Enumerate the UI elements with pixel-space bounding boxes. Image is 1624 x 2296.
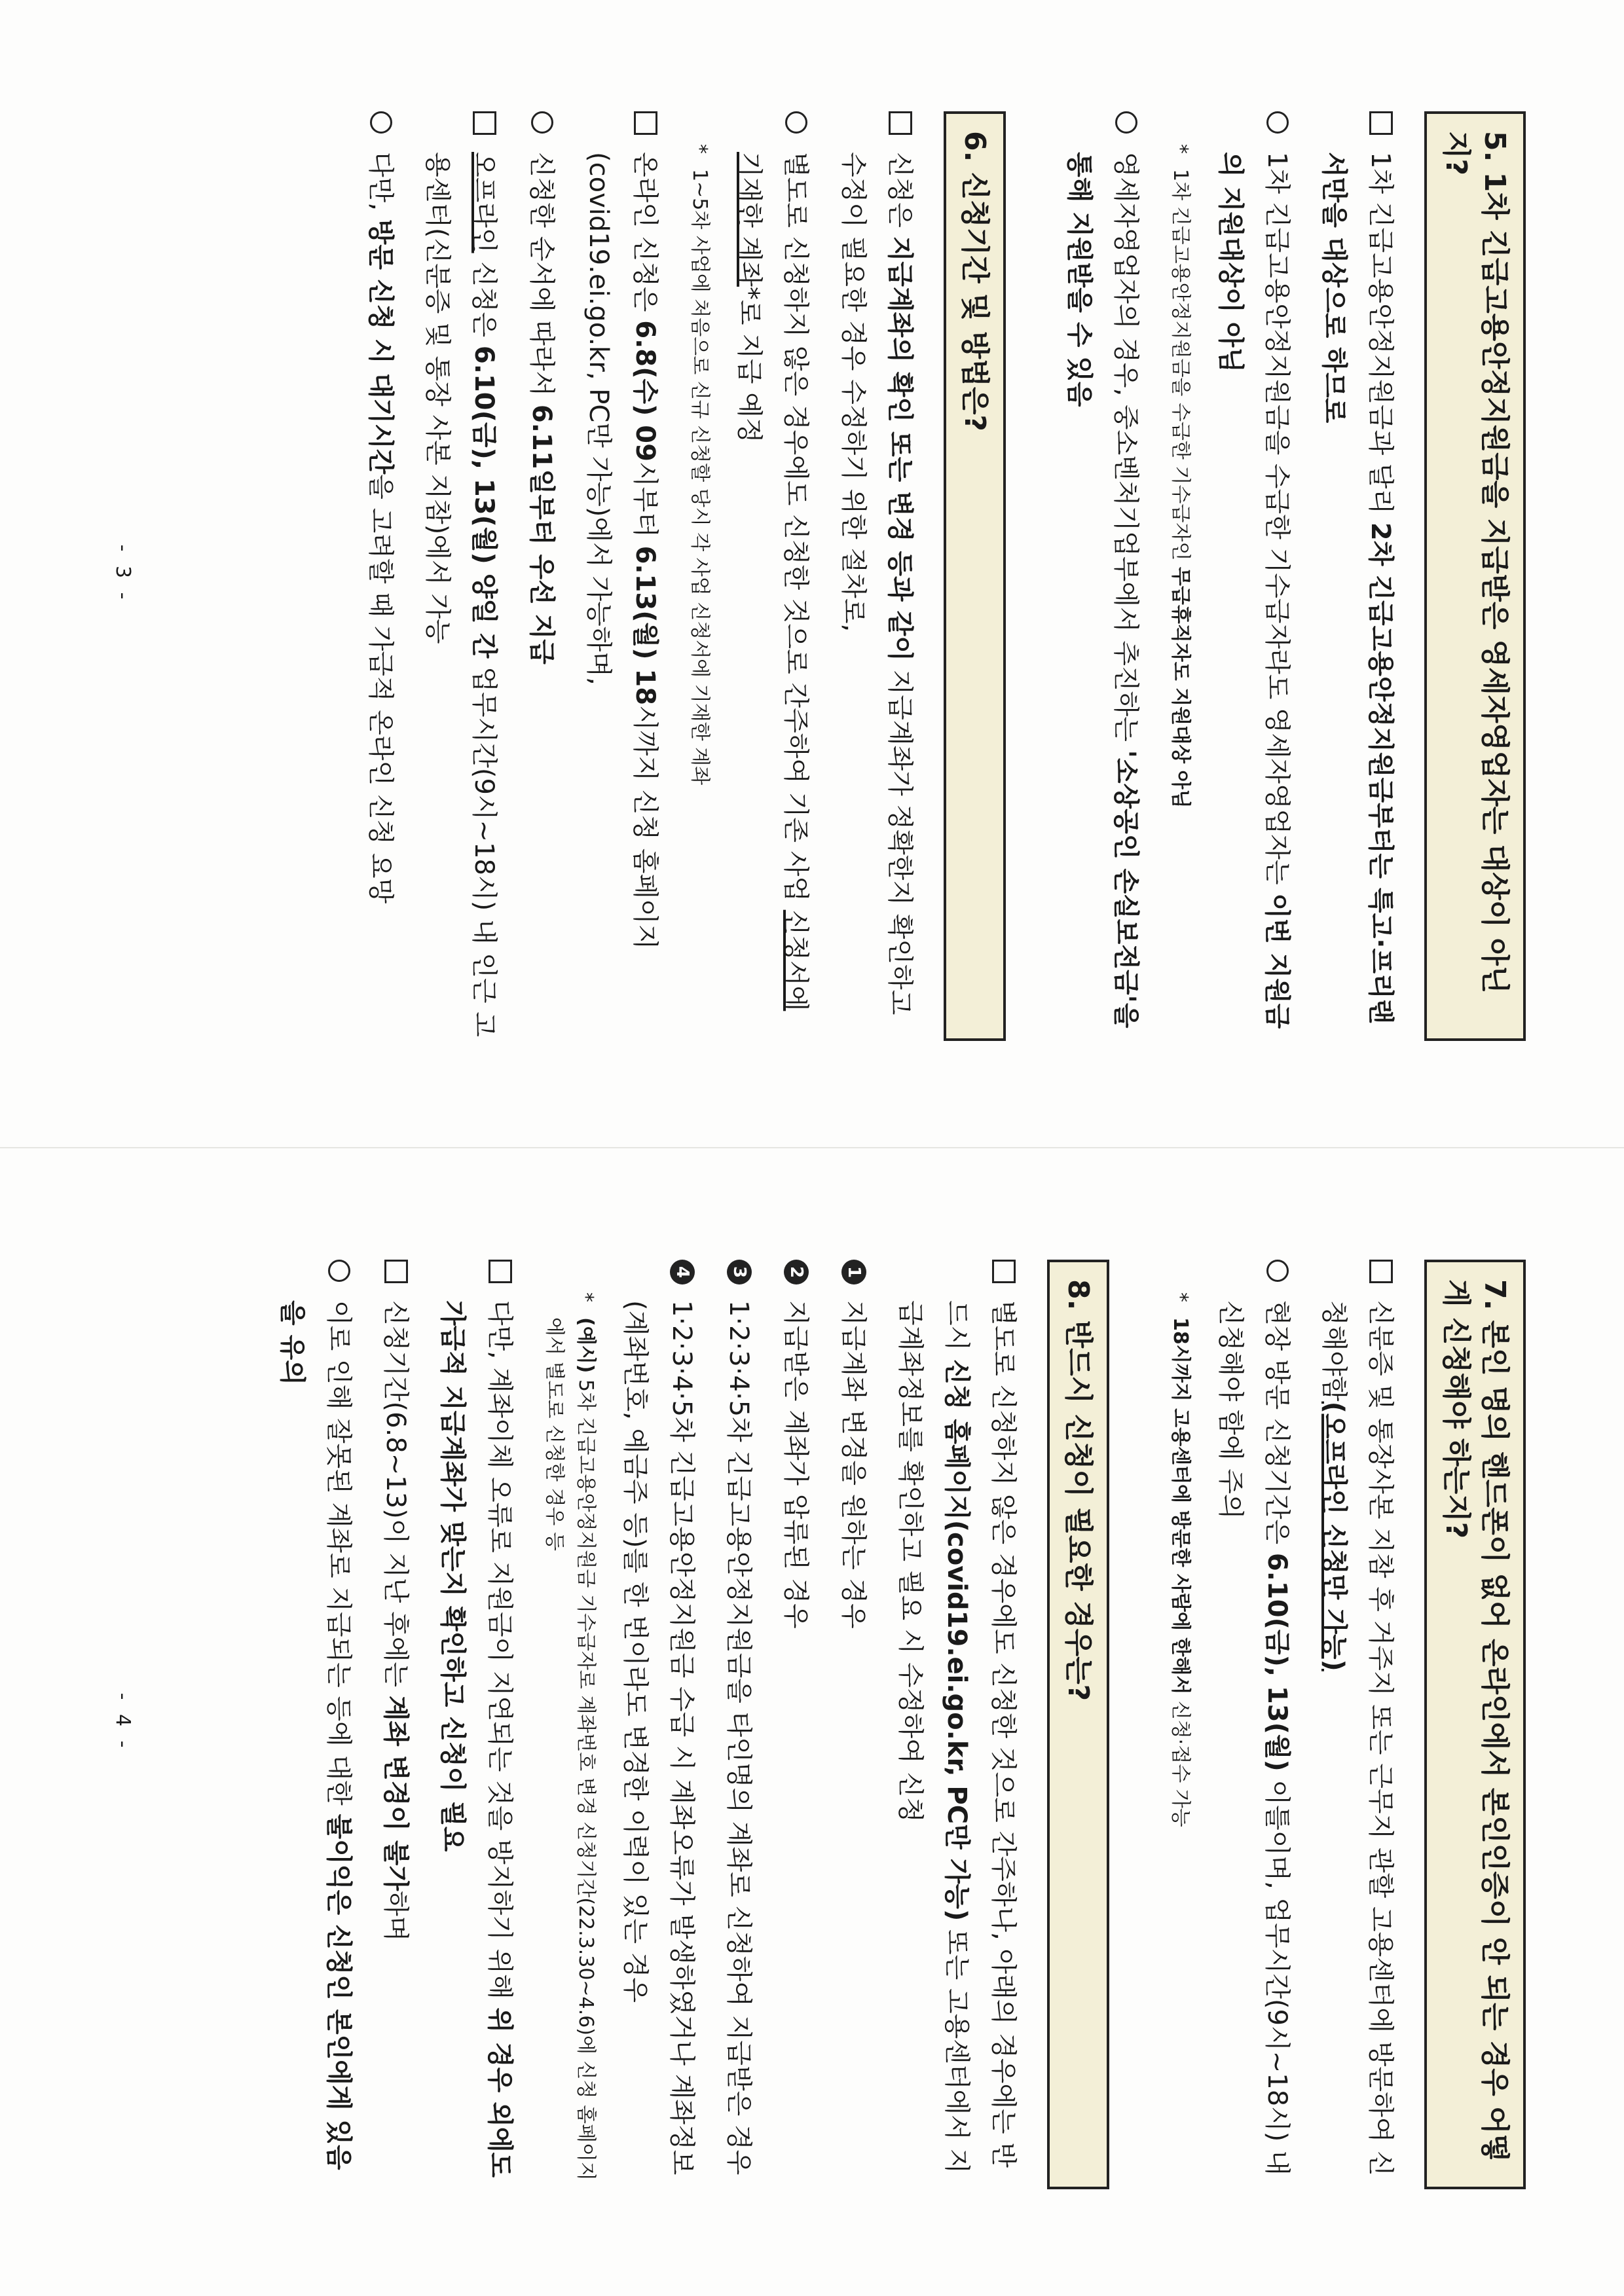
s8-paragraph-4: 이로 인해 잘못된 계좌로 지급되는 등에 대한 불이익은 신청인 본인에게 있음을 유의: [268, 1260, 361, 2189]
s6-paragraph-5: 오프라인 신청은 6.10(금), 13(월) 양일 간 업무시간(9시~18시) 내 인근 고용센터(신분증 및 통장 사본 지참)에서 가능: [414, 111, 507, 1041]
s8-note-1: * (예시) 5차 긴급고용안정지원금 기수급자로 계좌번호 변경 신청기간(22.3.30~4.6)에 신청 홈페이지에서 별도로 신청한 경우 등: [542, 1292, 597, 2181]
circle-bullet-icon: [1115, 111, 1137, 134]
section-6-heading: 6. 신청기간 및 방법은?: [944, 111, 1006, 1041]
s6-note-1: * 1~5차 사업에 처음으로 신규 신청할 당시 각 사업 신청서에 기재한 계좌: [688, 144, 711, 786]
number-3-icon: 3: [727, 1260, 752, 1285]
s5-paragraph-1: 1차 긴급고용안정지원금과 달리 2차 긴급고용안정지원금부터는 특고·프리랜서만을 대상으로 하므로: [1310, 111, 1403, 1041]
s8-item-2: 2 지급받은 계좌가 압류된 경우: [772, 1260, 819, 2189]
s8-item-4: 4 1·2·3·4·5차 긴급고용안정지원금 수급 시 계좌오류가 발생하였거나 계좌정보(계좌번호, 예금주 등)를 한 번이라도 변경한 이력이 있는 경우: [612, 1260, 705, 2189]
checkbox-bullet-icon: [992, 1260, 1016, 1283]
page-4: [0, 1148, 1624, 2296]
s6-paragraph-4: 신청한 순서에 따라서 6.11일부터 우선 지급: [517, 111, 564, 1041]
checkbox-bullet-icon: [1369, 1260, 1393, 1283]
s8-paragraph-3: 신청기간(6.8~13)이 지난 후에는 계좌 변경이 불가하며: [372, 1260, 418, 2189]
circle-bullet-icon: [370, 111, 392, 134]
circle-bullet-icon: [785, 111, 807, 134]
circle-bullet-icon: [531, 111, 553, 134]
s6-paragraph-3: 온라인 신청은 6.8(수) 09시부터 6.13(월) 18시까지 신청 홈페이지 (covid19.ei.go.kr, PC만 가능)에서 가능하며,: [575, 111, 668, 1041]
checkbox-bullet-icon: [384, 1260, 408, 1283]
s8-item-1: 1 지급계좌 변경을 원하는 경우: [829, 1260, 876, 2189]
number-2-icon: 2: [784, 1260, 809, 1285]
page-number: - 4 -: [111, 1692, 134, 1752]
circle-bullet-icon: [328, 1260, 350, 1282]
checkbox-bullet-icon: [889, 111, 912, 135]
page-3-content: [346, 111, 1526, 1041]
s5-note-1: * 1차 긴급고용안정지원금을 수급한 기수급자인 무급휴직자도 지원대상 아님: [1169, 144, 1192, 809]
s6-paragraph-6: 다만, 방문 신청 시 대기시간을 고려할 때 가급적 온라인 신청 요망: [357, 111, 403, 1041]
s8-paragraph-2: 다만, 계좌이체 오류로 지원금이 지연되는 것을 방지하기 위해 위 경우 외에도 가급적 지급계좌가 맞는지 확인하고 신청이 필요: [429, 1260, 522, 2189]
checkbox-bullet-icon: [489, 1260, 512, 1283]
s7-paragraph-2: 현장 방문 신청기간은 6.10(금), 13(월) 이틀이며, 업무시간(9시~18시) 내 신청해야 함에 주의: [1206, 1260, 1299, 2189]
s7-note-1: * 18시까지 고용센터에 방문한 사람에 한해서 신청·접수 가능: [1169, 1292, 1192, 1827]
section-5-heading: 5. 1차 긴급고용안정지원금을 지급받은 영세자영업자는 대상이 아닌지?: [1424, 111, 1526, 1041]
page-number: - 3 -: [111, 544, 134, 604]
number-4-icon: 4: [670, 1260, 695, 1285]
section-7-heading: 7. 본인 명의 핸드폰이 없어 온라인에서 본인인증이 안 되는 경우 어떻게 신청해야 하는지?: [1424, 1260, 1526, 2189]
section-8-heading: 8. 반드시 신청이 필요한 경우는?: [1047, 1260, 1109, 2189]
s8-item-3: 3 1·2·3·4·5차 긴급고용안정지원금을 타인명의 계좌로 신청하여 지급받은 경우: [715, 1260, 762, 2189]
page-4-content: [258, 1260, 1526, 2189]
number-1-icon: 1: [841, 1260, 866, 1285]
circle-bullet-icon: [1266, 1260, 1289, 1282]
s8-paragraph-1: 별도로 신청하지 않은 경우에도 신청한 것으로 간주하나, 아래의 경우에는 반드시 신청 홈페이지(covid19.ei.go.kr, PC만 가능) 또는 고용센터에서 지급계좌정보를 확인하고 필요 시 수정하여 신청: [887, 1260, 1027, 2189]
s5-paragraph-3: 영세자영업자의 경우, 중소벤처기업부에서 추진하는 '소상공인 손실보전금'을 통해 지원받을 수 있음: [1056, 111, 1149, 1041]
s6-paragraph-2: 별도로 신청하지 않은 경우에도 신청한 것으로 간주하여 기존 사업 신청서에 기재한 계좌*로 지급 예정: [726, 111, 819, 1041]
s6-paragraph-1: 신청은 지급계좌의 확인 또는 변경 등과 같이 지급계좌가 정확한지 확인하고 수정이 필요한 경우 수정하기 위한 절차로,: [829, 111, 922, 1041]
circle-bullet-icon: [1266, 111, 1289, 134]
checkbox-bullet-icon: [1369, 111, 1393, 135]
s7-paragraph-1: 신분증 및 통장사본 지참 후 거주지 또는 근무지 관할 고용센터에 방문하여 신청해야함(오프라인 신청만 가능): [1310, 1260, 1403, 2189]
checkbox-bullet-icon: [473, 111, 496, 135]
checkbox-bullet-icon: [634, 111, 657, 135]
s5-paragraph-2: 1차 긴급고용안정지원금을 수급한 기수급자라도 영세자영업자는 이번 지원금의 지원대상이 아님: [1206, 111, 1299, 1041]
